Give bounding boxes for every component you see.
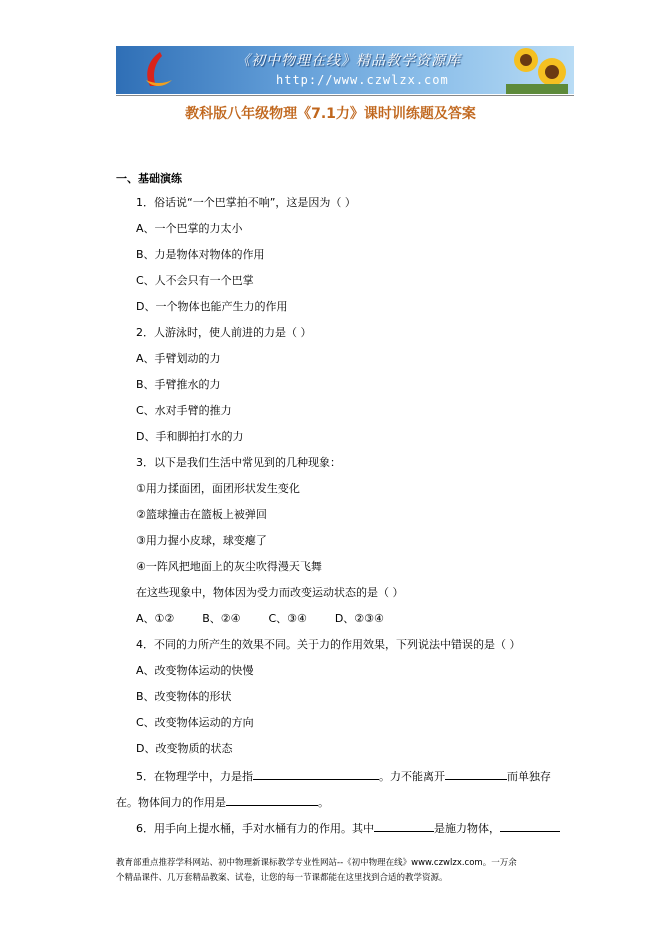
question-6-text-1: 6．用手向上提水桶，手对水桶有力的作用。其中 <box>136 822 374 835</box>
question-3: 3．以下是我们生活中常见到的几种现象： <box>136 456 341 469</box>
option-4c: C、改变物体运动的方向 <box>136 716 254 729</box>
answer-blank[interactable] <box>500 820 560 832</box>
option-2d: D、手和脚拍打水的力 <box>136 430 244 443</box>
option-4a: A、改变物体运动的快慢 <box>136 664 254 677</box>
phenomenon-1: ①用力揉面团，面团形状发生变化 <box>136 482 300 495</box>
option-1d: D、一个物体也能产生力的作用 <box>136 300 288 313</box>
document-title: 教科版八年级物理《7.1力》课时训练题及答案 <box>185 106 476 122</box>
option-4d: D、改变物质的状态 <box>136 742 233 755</box>
answer-blank[interactable] <box>445 768 507 780</box>
sunflower-icon <box>506 46 568 94</box>
answer-blank[interactable] <box>253 768 379 780</box>
phenomenon-3: ③用力握小皮球，球变瘪了 <box>136 534 267 547</box>
question-5-text-1: 5．在物理学中，力是指 <box>136 770 253 783</box>
options-3: A、①② B、②④ C、③④ D、②③④ <box>136 612 384 625</box>
question-2: 2．人游泳时，使人前进的力是（ ） <box>136 326 312 339</box>
banner-divider <box>116 95 574 96</box>
question-4: 4．不同的力所产生的效果不同。关于力的作用效果，下列说法中错误的是（ ） <box>136 638 521 651</box>
option-4b: B、改变物体的形状 <box>136 690 232 703</box>
phenomenon-2: ②篮球撞击在篮板上被弹回 <box>136 508 267 521</box>
option-1a: A、一个巴掌的力太小 <box>136 222 243 235</box>
option-2c: C、水对手臂的推力 <box>136 404 232 417</box>
question-6 <box>136 820 560 836</box>
phenomenon-4: ④一阵风把地面上的灰尘吹得漫天飞舞 <box>136 560 322 573</box>
footer-line-2: 个精品课件、几万套精品教案、试卷，让您的每一节课都能在这里找到合适的教学资源。 <box>116 873 448 883</box>
site-banner <box>116 46 574 94</box>
site-url: http://www.czwlzx.com <box>276 73 449 87</box>
logo-icon <box>140 50 174 90</box>
page-footer <box>116 856 576 886</box>
option-1b: B、力是物体对物体的作用 <box>136 248 265 261</box>
answer-blank[interactable] <box>226 794 318 806</box>
question-1: 1．俗话说“一个巴掌拍不响”，这是因为（ ） <box>136 196 356 209</box>
question-6-text-2: 是施力物体， <box>434 822 500 835</box>
site-title: 《初中物理在线》精品教学资源库 <box>236 53 461 69</box>
question-5-line1 <box>136 768 551 784</box>
question-5-text-5: 。 <box>318 796 329 809</box>
question-3-prompt: 在这些现象中，物体因为受力而改变运动状态的是（ ） <box>136 586 404 599</box>
option-2b: B、手臂推水的力 <box>136 378 221 391</box>
question-5-text-2: 。力不能离开 <box>379 770 445 783</box>
option-2a: A、手臂划动的力 <box>136 352 221 365</box>
question-5-text-4: 在。物体间力的作用是 <box>116 796 226 809</box>
section-heading: 一、基础演练 <box>116 172 182 185</box>
answer-blank[interactable] <box>374 820 434 832</box>
question-5-text-3: 而单独存 <box>507 770 551 783</box>
question-5-line2 <box>116 794 329 810</box>
footer-line-1: 教育部重点推荐学科网站、初中物理新课标教学专业性网站--《初中物理在线》www.czwlzx.com。一万余 <box>116 858 517 868</box>
option-1c: C、人不会只有一个巴掌 <box>136 274 254 287</box>
